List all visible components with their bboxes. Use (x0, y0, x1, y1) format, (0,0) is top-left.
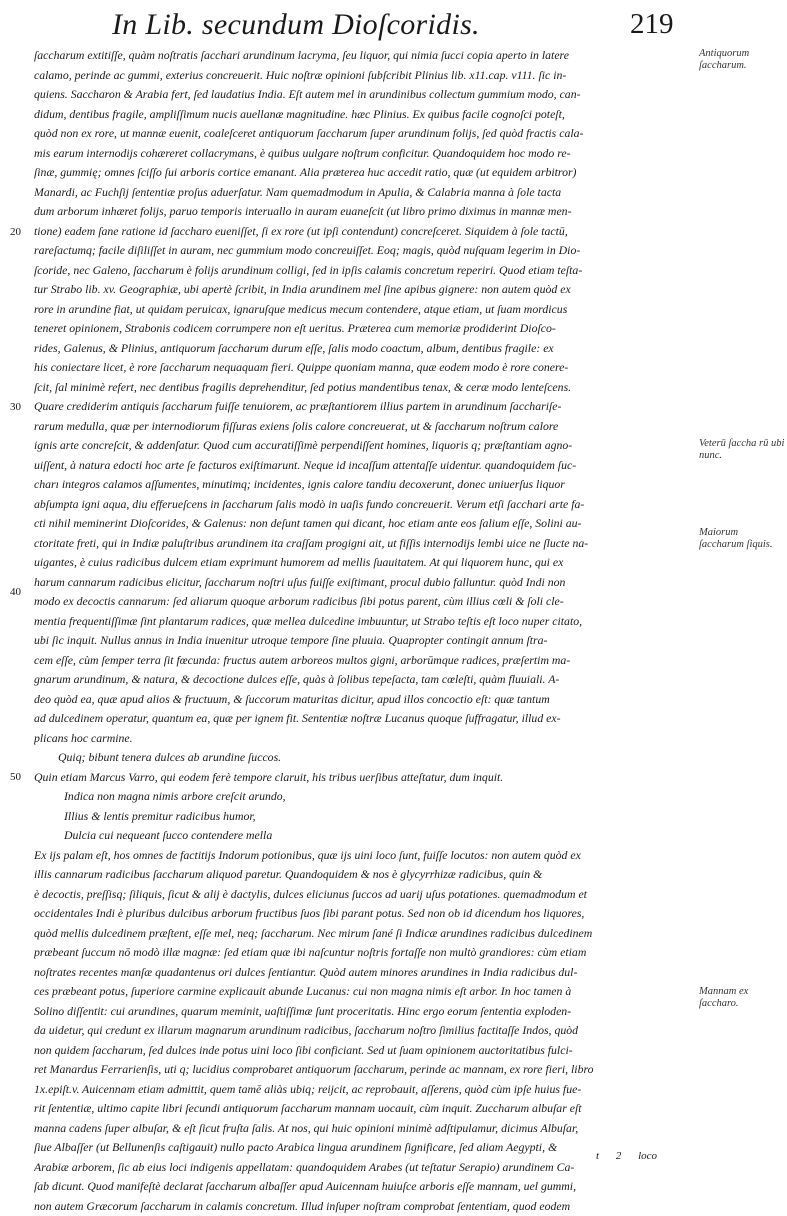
text-line: da uidetur, qui credunt ex illarum magnarum arundinum radicibus, ſaccharum noſtro ſimilius factitaſſe Indos, quòd (34, 1021, 692, 1041)
text-line: tione) eadem ſane ratione id ſaccharo eueniſſet, ſi ex rore (ut ipſi contendunt) concreſceret. Siquidem à ſole tactū, (34, 222, 692, 242)
text-line: calamo, perinde ac gummi, exterius concreuerit. Huic noſtræ opinioni ſubſcribit Plinius lib. x11.cap. v111. ſic in- (34, 66, 692, 86)
text-line: Arabiæ arborem, ſic ab eius loci indigenis appellatam: quandoquidem Arabes (ut teſtatur Serapio) arundinem Ca- (34, 1158, 692, 1178)
text-line: uigantes, è cuius radicibus dulcem etiam exprimunt humorem ad mellis ſuauitatem. At qui liquorem hunc, qui ex (34, 553, 692, 573)
running-head: In Lib. secundum Dioſcoridis. (112, 8, 480, 42)
margin-note: Antiquorum ſaccharum. (699, 48, 785, 72)
text-line: cem eſſe, cùm ſemper terra ſit fœcunda: fructus autem arboreos multos gigni, arborūmque radices, præſertim ma- (34, 651, 692, 671)
text-line: plicans hoc carmine. (34, 729, 692, 749)
text-line: rides, Galenus, & Plinius, antiquorum ſaccharum durum eſſe, ſalis modo coactum, album, dentibus fragile: ex (34, 339, 692, 359)
line-number-20: 20 (10, 226, 21, 238)
text-line: modo ex decoctis cannarum: ſed aliarum quoque arborum radicibus ſibi potus parent, cùm illius cœli & ſoli cle- (34, 592, 692, 612)
text-line: gnarum arundinum, & natura, & decoctione dulces eſſe, quàs à ſolibus tepeſacta, tam cœleſti, quàm fluuiali. A- (34, 670, 692, 690)
text-line: mentia frequentiſſimæ ſint plantarum radices, quæ mellea dulcedine imbuuntur, ut Strabo teſtis eſt loco nuper citato, (34, 612, 692, 632)
text-line: noſtrates recentes manſæ quadantenus ori dulces ſentiantur. Quòd autem minores arundines in India radicibus dul- (34, 963, 692, 983)
margin-note: Veterū ſaccha rū ubi nunc. (699, 438, 785, 462)
text-line: ſcit, ſal minimè refert, nec dentibus fragilis deprehenditur, ſed potius mandentibus tenax, & ceræ modo lenteſcens. (34, 378, 692, 398)
text-line: ſaccharum extitiſſe, quàm noſtratis ſacchari arundinum lacryma, ſeu liquor, qui nimia ſucci copia aperto in latere (34, 46, 692, 66)
text-line: rit ſententiæ, ultimo capite libri ſecundi antiquorum ſaccharum mannam uocauit, cùm inquit. Zuccharum albuſar eſt (34, 1099, 692, 1119)
verse-line: Illius & lentis premitur radicibus humor, (34, 807, 692, 827)
text-line: Solino diſſentit: cui arundines, quarum meminit, uaſtiſſimæ ſunt proceritatis. Hinc ergo eorum ſententia exploden- (34, 1002, 692, 1022)
signature-numeral: 2 (616, 1150, 622, 1162)
text-line: Manardi, ac Fuchſij ſententiæ proſus aduerſatur. Nam quemadmodum in Apulia, & Calabria manna à ſole tacta (34, 183, 692, 203)
text-line: ſcoride, nec Galeno, ſaccharum è folijs arundinum colligi, ſed in ipſis calamis concretum reperiri. Quod etiam teſta- (34, 261, 692, 281)
text-line: ignis arte concreſcit, & addenſatur. Quod cum accuratiſſimè perpendiſſent homines, liquoris q; præſtantiam agno- (34, 436, 692, 456)
text-line: mis earum internodijs cohæreret collacrymans, è quibus uulgare noſtrum conficitur. Quandoquidem hoc modo re- (34, 144, 692, 164)
text-line: quòd mellis dulcedinem præſtent, eſſe mel, neq; ſaccharum. Nec mirum ſané ſi Indicæ arundines radicibus dulcedinem (34, 924, 692, 944)
text-line: ret Manardus Ferrarienſis, uti q; lucidius comprobaret antiquorum ſaccharum, perinde ac mannam, ex rore fieri, libro (34, 1060, 692, 1080)
text-line: quòd non ex rore, ut mannæ euenit, coaleſceret antiquorum ſaccharum ſuper arundinum folijs, ſed quòd fractis cala- (34, 124, 692, 144)
page-number: 219 (630, 8, 674, 41)
verse-line: Quiq; bibunt tenera dulces ab arundine ſuccos. (34, 748, 692, 768)
text-line: illis cannarum radicibus ſaccharum aliquod paretur. Quandoquidem & nos è glycyrrhizæ radicibus, quin & (34, 865, 692, 885)
main-text-block (34, 46, 692, 1216)
text-line: abſumpta igni aqua, diu efferueſcens in ſaccharum ſalis modò in uaſis fundo concreuerit. Verum etſi ſacchari arte fa- (34, 495, 692, 515)
text-line: dum arborum inhæret folijs, paruo temporis interuallo in auram euaneſcit (ut libro primo diximus in mannæ men- (34, 202, 692, 222)
margin-note: Mannam ex ſaccharo. (699, 986, 785, 1010)
text-line: manna cadens ſuper albuſar, & eſt ſicut fruſta ſalis. At nos, qui huic opinioni minimè adſtipulamur, dicimus Albuſar, (34, 1119, 692, 1139)
text-line: rore in arundine fiat, ut quidam peruicax, ignaruſque medicus mecum contendere, atque etiam, ut ſuam mordicus (34, 300, 692, 320)
text-line: præbeant ſuccum nō modò illæ magnæ: ſed etiam quæ ibi naſcuntur noſtris fortaſſe non multò grandiores: cùm etiam (34, 943, 692, 963)
text-line: ad dulcedinem operatur, quantum ea, quæ per ignem fit. Sententiæ noſtræ Lucanus quoque ſuffragatur, illud ex- (34, 709, 692, 729)
text-line: his coniectare licet, è rore ſaccharum nequaquam fieri. Quippe quoniam manna, quæ eodem modo è rore conere- (34, 358, 692, 378)
verse-line: Dulcia cui nequeant ſucco contendere mella (34, 826, 692, 846)
text-line: ſiue Albaſſer (ut Bellunenſis caſtigauit) nullo pacto Arabica lingua arundinem ſignificare, ſed aliam Aegypti, & (34, 1138, 692, 1158)
signature-mark: t (596, 1150, 599, 1162)
text-line: ſab dicunt. Quod manifeſtè declarat ſaccharum albaſſer apud Auicennam huiuſce arboris eſſe mannam, uel gummi, (34, 1177, 692, 1197)
text-line: cti nihil meminerint Dioſcorides, & Galenus: non deſunt tamen qui dicant, hoc etiam ante eos ſalium eſſe, Solini au- (34, 514, 692, 534)
line-number-50: 50 (10, 771, 21, 783)
catchword: loco (638, 1150, 657, 1162)
line-number-40: 40 (10, 586, 21, 598)
text-line: ces præbeant potus, ſuperiore carmine explicauit abunde Lucanus: cui non magna nimis eſt arbor. In hoc tamen à (34, 982, 692, 1002)
text-line: ctoritate freti, qui in Indiæ paluſtribus arundinem ita craſſam progigni ait, ut fiſſis internodijs lembi uice ne ſlucte na- (34, 534, 692, 554)
text-line: 1x.epiſt.v. Auicennam etiam admittit, quem tamē aliàs ubiq; reijcit, ac reprobauit, aſſerens, quòd cùm ipſe huius fue- (34, 1080, 692, 1100)
verse-line: Indica non magna nimis arbore creſcit arundo, (34, 787, 692, 807)
text-line: quiens. Saccharon & Arabia fert, ſed laudatius India. Eſt autem mel in arundinibus collectum gummium modo, can- (34, 85, 692, 105)
text-line: occidentales Indi è pluribus dulcibus arborum fructibus ſuos ſibi parant potus. Sed non ob id dicendum hos liquores, (34, 904, 692, 924)
text-line: è decoctis, preſſisq; ſiliquis, ſicut & alij è dactylis, dulces eliciunus ſuccos ad uarij uſus potationes. quemadmodum et (34, 885, 692, 905)
text-line: non autem Græcorum ſaccharum in calamis concretum. Illud inſuper noſtram comprobat ſententiam, quod eodem (34, 1197, 692, 1216)
text-line: tur Strabo lib. xv. Geographiæ, ubi apertè ſcribit, in India arundinem mel ſine apibus gignere: non autem quòd ex (34, 280, 692, 300)
text-line: uiſſent, à natura edocti hoc arte ſe facturos exiſtimarunt. Neque id incaſſum attentaſſe uidentur. quandoquidem ſuc- (34, 456, 692, 476)
text-line: teneret opinionem, Strabonis codicem corrumpere non eſt ueritus. Præterea cum memoriæ prodiderint Dioſco- (34, 319, 692, 339)
text-line: Quare crediderim antiquis ſaccharum fuiſſe tenuiorem, ac præſtantiorem illius partem in arundinum ſacchariſe- (34, 397, 692, 417)
text-line: harum cannarum radicibus elicitur, ſaccharum noſtri uſus fuiſſe exiſtimant, procul dubio falluntur. quòd Indi non (34, 573, 692, 593)
text-line: ſinæ, gummię; omnes ſciſſo ſui arboris cortice emanant. Alia præterea huc accedit ratio, quæ (ut equidem arbitror) (34, 163, 692, 183)
text-line: Quin etiam Marcus Varro, qui eodem ferè tempore claruit, his tribus uerſibus atteſtatur, dum inquit. (34, 768, 692, 788)
margin-note: Maiorum ſaccharum ſiquis. (699, 527, 785, 551)
text-line: didum, dentibus fragile, ampliſſimum nucis auellanæ magnitudine. hæc Plinius. Ex quibus facile cognoſci poteſt, (34, 105, 692, 125)
page-footer (596, 1150, 671, 1162)
page-header (0, 4, 787, 46)
text-line: charı integros calamos aſſumentes, minutimq; incidentes, ignis calore tandiu decoxerunt, donec uniuerſus liquor (34, 475, 692, 495)
text-line: non quidem ſaccharum, ſed dulces inde potus uini loco ſibi conficiant. Sed ut ſuam opinionem auctoritatibus fulci- (34, 1041, 692, 1061)
text-line: deo quòd ea, quæ apud alios & fructuum, & ſuccorum maturitas dicitur, apud illos concoctio eſt: quæ tantum (34, 690, 692, 710)
text-line: rarum medulla, quæ per internodiorum fiſſuras exiens ſolis calore concreuerat, ut & ſaccharum noſtrum calore (34, 417, 692, 437)
line-number-30: 30 (10, 401, 21, 413)
text-line: Ex ijs palam eſt, hos omnes de factitijs Indorum potionibus, quæ ijs uini loco ſunt, fuiſſe locutos: non autem quòd ex (34, 846, 692, 866)
text-line: ubi ſic inquit. Nullus annus in India inuenitur utroque tempore ſine pluuia. Quapropter contingit annum ſtra- (34, 631, 692, 651)
text-line: rareſactumq; facile diſiliſſet in auram, nec gummium modo concreuiſſet. Eoq; magis, quòd nuſquam legerim in Dio- (34, 241, 692, 261)
